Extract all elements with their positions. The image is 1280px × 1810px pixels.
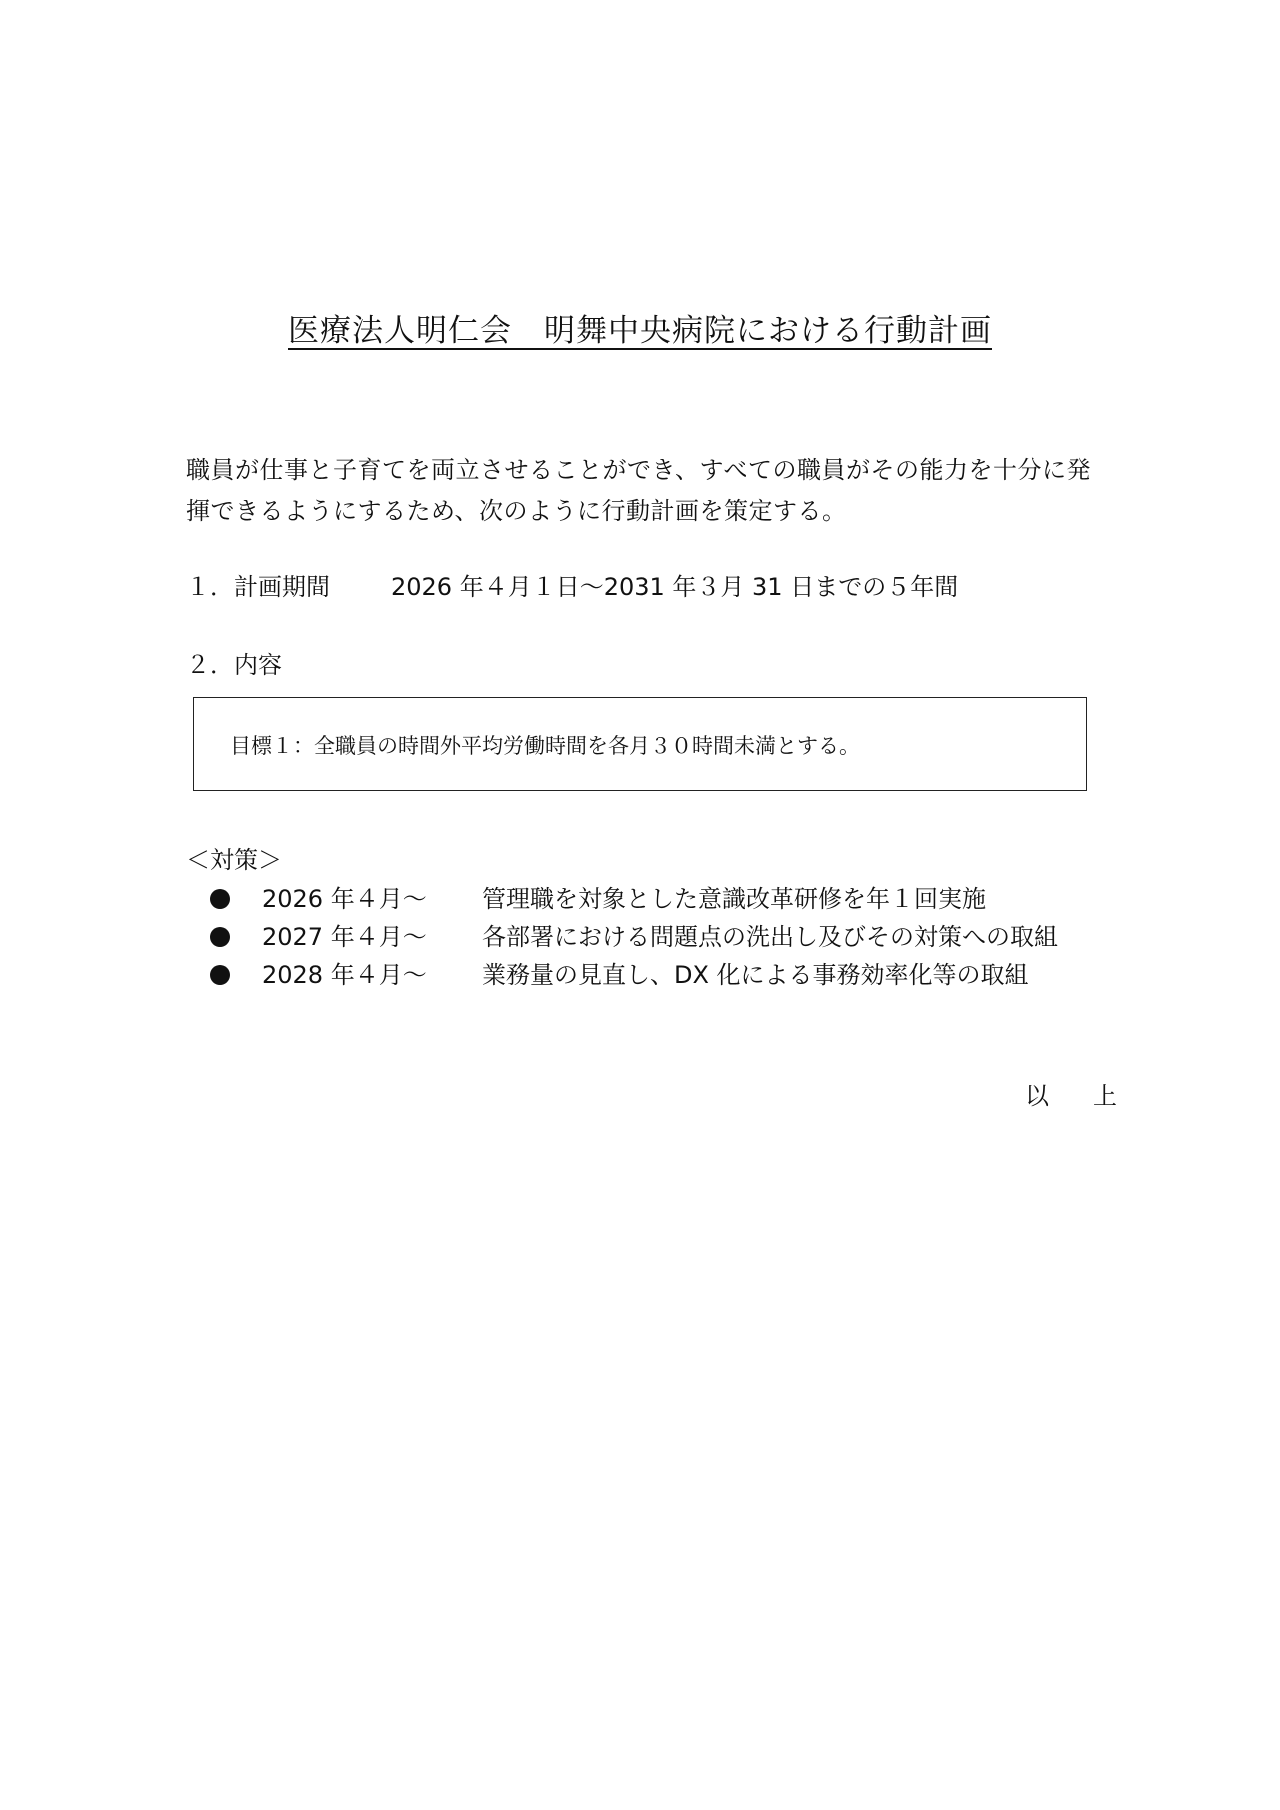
plan-period-label: １．計画期間 bbox=[186, 573, 330, 601]
bullet-icon bbox=[210, 965, 230, 985]
closing-mark: 以 上 bbox=[1025, 1082, 1127, 1110]
document-title-text: 医療法人明仁会 明舞中央病院における行動計画 bbox=[288, 313, 992, 349]
measure-text: 各部署における問題点の洗出し及びその対策への取組 bbox=[482, 923, 1058, 951]
measure-item bbox=[210, 918, 1058, 956]
intro-paragraph: 職員が仕事と子育てを両立させることができ、すべての職員がその能力を十分に発揮できるようにするため、次のように行動計画を策定する。 bbox=[186, 456, 1092, 525]
measure-text: 管理職を対象とした意識改革研修を年１回実施 bbox=[482, 885, 986, 913]
bullet-icon bbox=[210, 927, 230, 947]
plan-period bbox=[186, 567, 958, 602]
measure-item bbox=[210, 880, 1058, 918]
measure-date: 2027 年４月～ bbox=[262, 923, 427, 951]
measure-text: 業務量の見直し、DX 化による事務効率化等の取組 bbox=[482, 961, 1029, 989]
measures-heading: ＜対策＞ bbox=[186, 846, 282, 874]
document-title bbox=[0, 305, 1280, 350]
measure-date: 2026 年４月～ bbox=[262, 885, 427, 913]
measures-list bbox=[210, 880, 1058, 994]
bullet-icon bbox=[210, 889, 230, 909]
measure-date: 2028 年４月～ bbox=[262, 961, 427, 989]
contents-heading: ２．内容 bbox=[186, 651, 282, 679]
plan-period-value: 2026 年４月１日～2031 年３月 31 日までの５年間 bbox=[391, 573, 959, 601]
goal-text: 目標１：全職員の時間外平均労働時間を各月３０時間未満とする。 bbox=[230, 734, 860, 758]
goal-box bbox=[193, 697, 1087, 791]
measure-item bbox=[210, 956, 1058, 994]
